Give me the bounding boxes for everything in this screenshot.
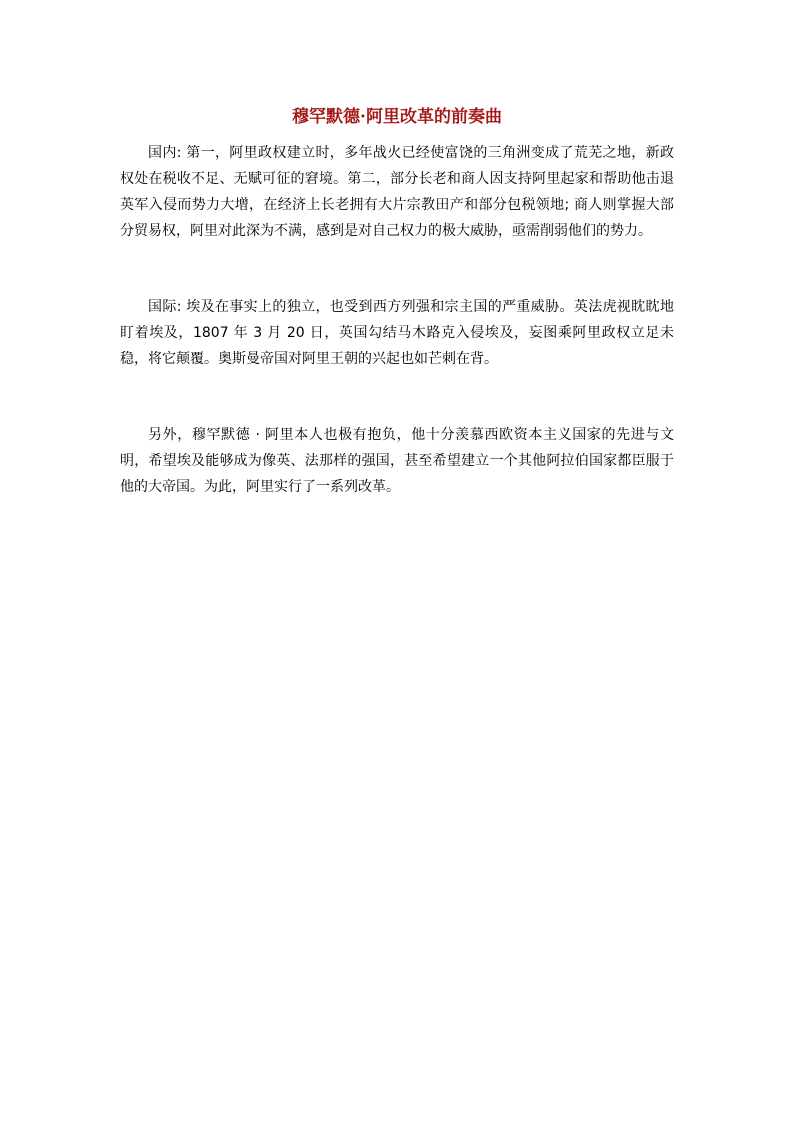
paragraph-domestic: 国内: 第一，阿里政权建立时，多年战火已经使富饶的三角洲变成了荒芜之地，新政权处在税收不足、无赋可征的窘境。第二，部分长老和商人因支持阿里起家和帮助他击退英军入侵而势力大增，在经济上长老拥有大片宗教田产和部分包税领地; 商人则掌握大部分贸易权，阿里对此深为不满，感到是对自己权力的极大威胁，亟需削弱他们的势力。: [120, 145, 674, 239]
paragraph-international: 国际: 埃及在事实上的独立，也受到西方列强和宗主国的严重威胁。英法虎视眈眈地盯着埃及，1807 年 3 月 20 日，英国勾结马木路克入侵埃及，妄图乘阿里政权立足未稳，将它颠覆。奥斯曼帝国对阿里王朝的兴起也如芒刺在背。: [120, 299, 674, 367]
document-title: 穆罕默德·阿里改革的前奏曲: [292, 107, 502, 127]
paragraph-ambition: 另外，穆罕默德 · 阿里本人也极有抱负，他十分羡慕西欧资本主义国家的先进与文明，希望埃及能够成为像英、法那样的强国，甚至希望建立一个其他阿拉伯国家都臣服于他的大帝国。为此，阿里实行了一系列改革。: [120, 427, 674, 495]
